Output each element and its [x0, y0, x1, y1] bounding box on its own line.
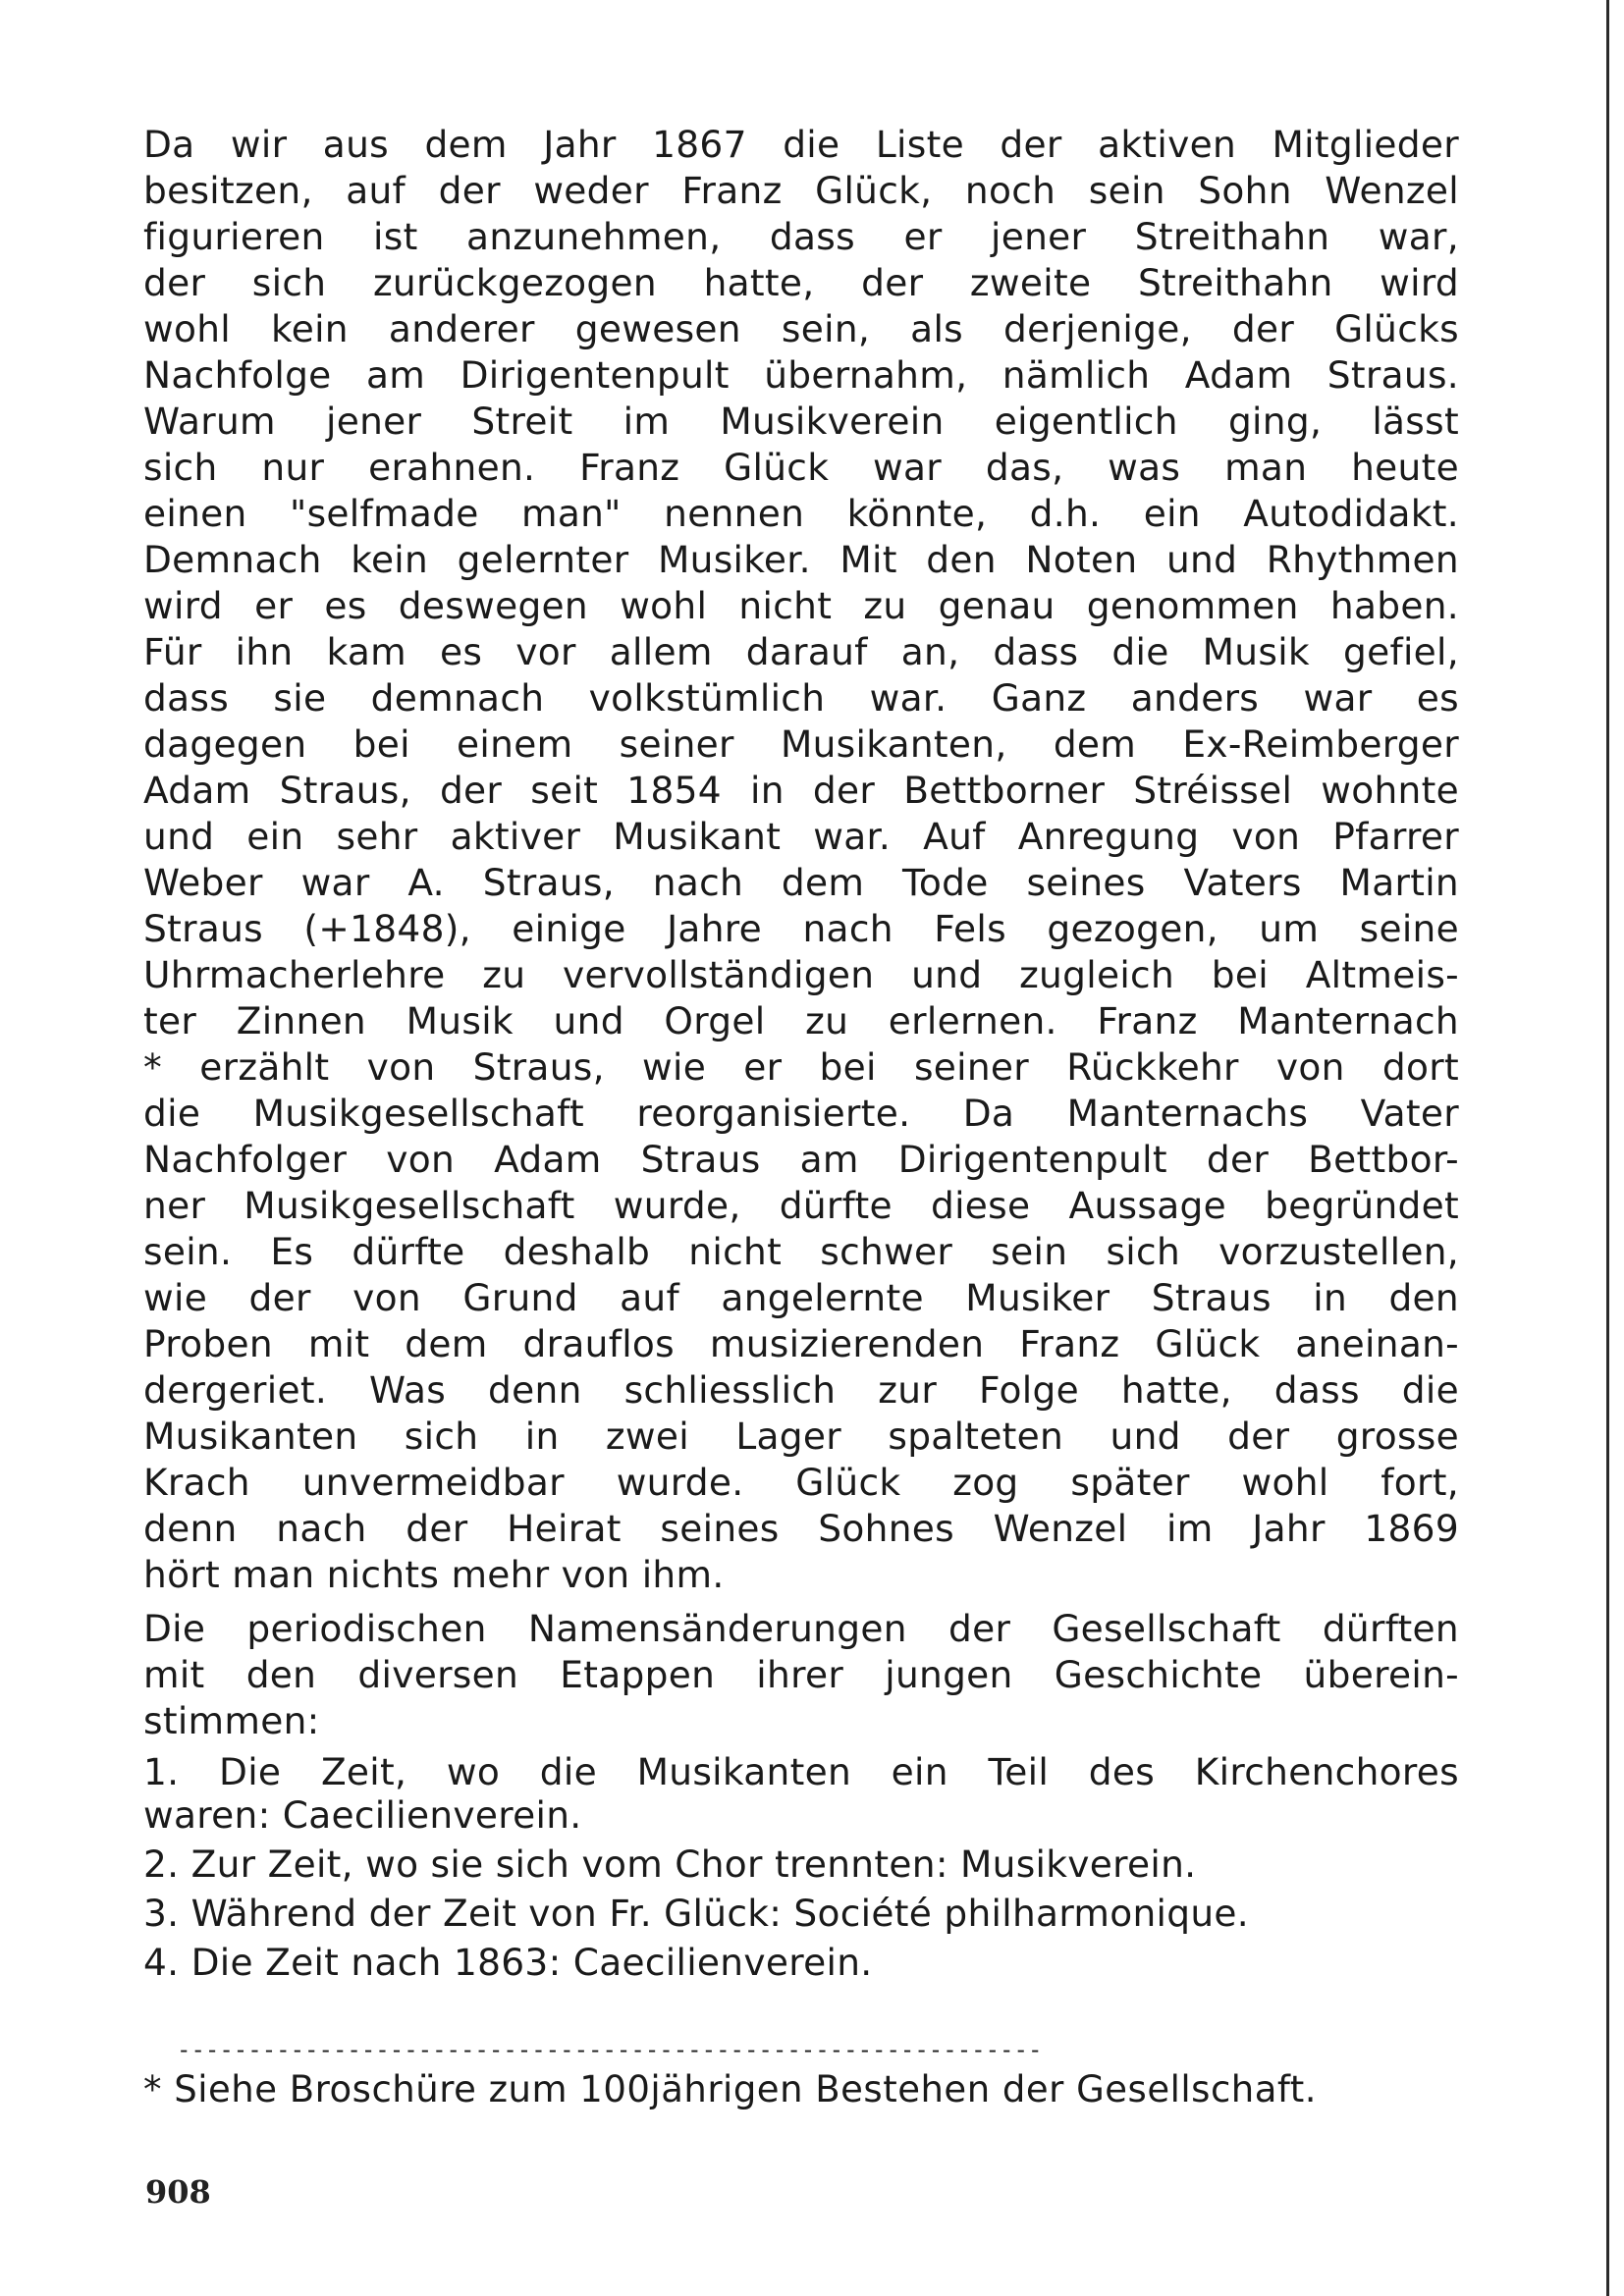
list-item: [143, 1750, 1459, 1837]
paragraph-line: besitzen, auf der weder Franz Glück, noch sein Sohn Wenzel: [143, 169, 1459, 212]
paragraph-line: Straus (+1848), einige Jahre nach Fels gezogen, um seine: [143, 907, 1459, 950]
paragraph-line: sich nur erahnen. Franz Glück war das, was man heute: [143, 446, 1459, 489]
paragraph-line: Für ihn kam es vor allem darauf an, dass die Musik gefiel,: [143, 630, 1459, 673]
footnote: * Siehe Broschüre zum 100jährigen Bestehen der Gesellschaft.: [143, 2068, 1318, 2110]
name-changes-list: [143, 1750, 1459, 1984]
paragraph-line: und ein sehr aktiver Musikant war. Auf Anregung von Pfarrer: [143, 815, 1459, 858]
paragraph-line: mit den diversen Etappen ihrer jungen Geschichte überein-: [143, 1653, 1459, 1696]
paragraph-line: der sich zurückgezogen hatte, der zweite Streithahn wird: [143, 261, 1459, 304]
paragraph-line: dergeriet. Was denn schliesslich zur Folge hatte, dass die: [143, 1368, 1459, 1412]
paragraph-line: Nachfolger von Adam Straus am Dirigentenpult der Bettbor-: [143, 1138, 1459, 1181]
list-item-line: 3. Während der Zeit von Fr. Glück: Société philharmonique.: [143, 1892, 1249, 1935]
paragraph-line: stimmen:: [143, 1699, 320, 1742]
paragraph-line: Da wir aus dem Jahr 1867 die Liste der aktiven Mitglieder: [143, 123, 1459, 166]
list-item-line: 2. Zur Zeit, wo sie sich vom Chor trennten: Musikverein.: [143, 1842, 1197, 1886]
paragraph-line: Weber war A. Straus, nach dem Tode seines Vaters Martin: [143, 861, 1459, 904]
paragraph-line: Uhrmacherlehre zu vervollständigen und zugleich bei Altmeis-: [143, 953, 1459, 996]
paragraph-line: dagegen bei einem seiner Musikanten, dem Ex-Reimberger: [143, 722, 1459, 766]
page-number: 908: [145, 2173, 211, 2211]
paragraph-line: Musikanten sich in zwei Lager spalteten und der grosse: [143, 1415, 1459, 1458]
paragraph-line: hört man nichts mehr von ihm.: [143, 1553, 725, 1596]
footnote-separator: -------------------------------------------------------------: [177, 2036, 1043, 2063]
paragraph-line: wird er es deswegen wohl nicht zu genau genommen haben.: [143, 584, 1459, 627]
paragraph-line: Krach unvermeidbar wurde. Glück zog später wohl fort,: [143, 1461, 1459, 1504]
paragraph-line: Die periodischen Namensänderungen der Gesellschaft dürften: [143, 1607, 1459, 1650]
list-item: [143, 1842, 1459, 1886]
paragraph-line: einen "selfmade man" nennen könnte, d.h. ein Autodidakt.: [143, 492, 1459, 535]
paragraph-line: ter Zinnen Musik und Orgel zu erlernen. Franz Manternach: [143, 999, 1459, 1042]
paragraph-line: wohl kein anderer gewesen sein, als derjenige, der Glücks: [143, 307, 1459, 350]
list-item: [143, 1941, 1459, 1984]
paragraph-line: Nachfolge am Dirigentenpult übernahm, nämlich Adam Straus.: [143, 353, 1459, 397]
paragraph-line: die Musikgesellschaft reorganisierte. Da Manternachs Vater: [143, 1092, 1459, 1135]
paragraph-line: dass sie demnach volkstümlich war. Ganz anders war es: [143, 676, 1459, 720]
paragraph-line: sein. Es dürfte deshalb nicht schwer sein sich vorzustellen,: [143, 1230, 1459, 1273]
page-edge-rule: [1606, 0, 1609, 2296]
paragraph-line: denn nach der Heirat seines Sohnes Wenzel im Jahr 1869: [143, 1507, 1459, 1550]
list-item-line: 4. Die Zeit nach 1863: Caecilienverein.: [143, 1941, 873, 1984]
name-changes-intro-paragraph: [143, 1606, 1459, 1744]
page-body: [143, 122, 1459, 1984]
paragraph-line: Demnach kein gelernter Musiker. Mit den Noten und Rhythmen: [143, 538, 1459, 581]
paragraph-line: wie der von Grund auf angelernte Musiker Straus in den: [143, 1276, 1459, 1319]
list-item-line: 1. Die Zeit, wo die Musikanten ein Teil des Kirchenchores: [143, 1750, 1459, 1793]
paragraph-line: figurieren ist anzunehmen, dass er jener Streithahn war,: [143, 215, 1459, 258]
list-item: [143, 1892, 1459, 1935]
paragraph-line: Warum jener Streit im Musikverein eigentlich ging, lässt: [143, 400, 1459, 443]
paragraph-line: Adam Straus, der seit 1854 in der Bettborner Stréissel wohnte: [143, 769, 1459, 812]
paragraph-line: ner Musikgesellschaft wurde, dürfte diese Aussage begründet: [143, 1184, 1459, 1227]
paragraph-line: * erzählt von Straus, wie er bei seiner Rückkehr von dort: [143, 1045, 1459, 1089]
list-item-line: waren: Caecilienverein.: [143, 1793, 582, 1837]
main-paragraph: [143, 122, 1459, 1598]
paragraph-line: Proben mit dem drauflos musizierenden Franz Glück aneinan-: [143, 1322, 1459, 1365]
